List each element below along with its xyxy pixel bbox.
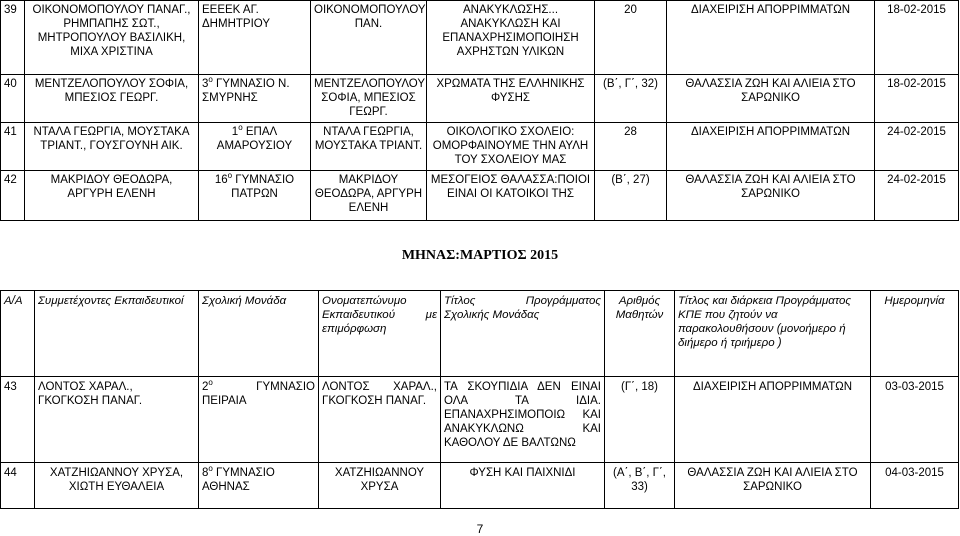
ctr-program-cell: ΘΑΛΑΣΣΙΑ ΖΩΗ ΚΑΙ ΑΛΙΕΙΑ ΣΤΟ ΣΑΡΩΝΙΚΟ [675, 463, 871, 509]
header-school: Σχολική Μονάδα [199, 291, 319, 377]
participants-cell: ΝΤΑΛΑ ΓΕΩΡΓΙΑ, ΜΟΥΣΤΑΚΑ ΤΡΙΑΝΤ., ΓΟΥΣΓΟΥΝΗ ΑΙΚ. [25, 123, 199, 171]
participants-cell: ΜΑΚΡΙΔΟΥ ΘΕΟΔΩΡΑ, ΑΡΓΥΡΗ ΕΛΕΝΗ [25, 171, 199, 221]
row-number: 40 [1, 75, 25, 123]
date-cell: 18-02-2015 [875, 75, 959, 123]
students-cell: (Β΄, 27) [595, 171, 667, 221]
school-number: 16 [214, 174, 228, 186]
program-title-cell: ΤΑ ΣΚΟΥΠΙΔΙΑ ΔΕΝ ΕΙΝΑΙ ΟΛΑ ΤΑ ΙΔΙΑ. ΕΠΑΝΑΧΡΗΣΙΜΟΠΟΙΩ ΚΑΙ ΑΝΑΚΥΚΛΩΝΩ ΚΑΙ ΚΑΘΟΛΟΥ ΔΕ ΒΑΛΤΩΝΩ [441, 377, 605, 463]
participants-cell: ΜΕΝΤΖΕΛΟΠΟΥΛΟΥ ΣΟΦΙΑ, ΜΠΕΣΙΟΣ ΓΕΩΡΓ. [25, 75, 199, 123]
table-row [1, 463, 959, 509]
table-row [1, 1, 959, 75]
school-number: 1 [231, 126, 239, 138]
ordinal-suffix: ο [208, 378, 213, 388]
school-number: 8 [202, 467, 209, 479]
header-title: Τίτλος Προγράμματος Σχολικής Μονάδας [441, 291, 605, 377]
participants-cell: ΛΟΝΤΟΣ ΧΑΡΑΛ., ΓΚΟΓΚΟΣΗ ΠΑΝΑΓ. [35, 377, 199, 463]
row-number: 44 [1, 463, 35, 509]
header-teacher: Ονοματεπώνυμο Εκπαιδευτικού με επιμόρφωση [319, 291, 441, 377]
students-cell: (Α΄, Β΄, Γ΄, 33) [605, 463, 675, 509]
ctr-program-cell: ΘΑΛΑΣΣΙΑ ΖΩΗ ΚΑΙ ΑΛΙΕΙΑ ΣΤΟ ΣΑΡΩΝΙΚΟ [667, 75, 875, 123]
table-row [1, 377, 959, 463]
participants-cell: ΧΑΤΖΗΙΩΑΝΝΟΥ ΧΡΥΣΑ, ΧΙΩΤΗ ΕΥΘΑΛΕΙΑ [35, 463, 199, 509]
school-name: ΕΠΑΛ ΑΜΑΡΟΥΣΙΟΥ [216, 126, 293, 152]
program-title-cell: ΟΙΚΟΛΟΓΙΚΟ ΣΧΟΛΕΙΟ: ΟΜΟΡΦΑΙΝΟΥΜΕ ΤΗΝ ΑΥΛΗ ΤΟΥ ΣΧΟΛΕΙΟΥ ΜΑΣ [427, 123, 595, 171]
school-number: 3 [202, 78, 209, 90]
teacher-cell: ΝΤΑΛΑ ΓΕΩΡΓΙΑ, ΜΟΥΣΤΑΚΑ ΤΡΙΑΝΤ. [311, 123, 427, 171]
header-program: Τίτλος και διάρκεια Προγράμματος ΚΠΕ που ζητούν να παρακολουθήσουν (μονοήμερο ή διήμερο ή τριήμερο ) [675, 291, 871, 377]
school-cell: ΕΕΕΕΚ ΑΓ. ΔΗΜΗΤΡΙΟΥ [199, 1, 311, 75]
school-cell [199, 123, 311, 171]
ctr-program-cell: ΔΙΑΧΕΙΡΙΣΗ ΑΠΟΡΡΙΜΜΑΤΩΝ [675, 377, 871, 463]
month-title: ΜΗΝΑΣ:ΜΑΡΤΙΟΣ 2015 [401, 248, 559, 263]
school-cell [199, 75, 311, 123]
school-number: 2 [202, 381, 209, 393]
students-cell: (Γ΄, 18) [605, 377, 675, 463]
school-name: ΓΥΜΝΑΣΙΟ ΠΕΙΡΑΙΑ [202, 381, 315, 407]
date-cell: 18-02-2015 [875, 1, 959, 75]
program-title-cell: ΧΡΩΜΑΤΑ ΤΗΣ ΕΛΛΗΝΙΚΗΣ ΦΥΣΗΣ [427, 75, 595, 123]
table-row [1, 75, 959, 123]
teacher-cell: ΜΕΝΤΖΕΛΟΠΟΥΛΟΥ ΣΟΦΙΑ, ΜΠΕΣΙΟΣ ΓΕΩΡΓ. [311, 75, 427, 123]
ctr-program-cell: ΔΙΑΧΕΙΡΙΣΗ ΑΠΟΡΡΙΜΜΑΤΩΝ [667, 1, 875, 75]
teacher-cell: ΧΑΤΖΗΙΩΑΝΝΟΥ ΧΡΥΣΑ [319, 463, 441, 509]
march-table [0, 290, 959, 509]
students-cell: (Β΄, Γ΄, 32) [595, 75, 667, 123]
ordinal-suffix: ο [238, 123, 243, 133]
program-title-cell: ΜΕΣΟΓΕΙΟΣ ΘΑΛΑΣΣΑ:ΠΟΙΟΙ ΕΙΝΑΙ ΟΙ ΚΑΤΟΙΚΟΙ ΤΗΣ [427, 171, 595, 221]
teacher-cell: ΛΟΝΤΟΣ ΧΑΡΑΛ., ΓΚΟΓΚΟΣΗ ΠΑΝΑΓ. [319, 377, 441, 463]
teacher-cell: ΟΙΚΟΝΟΜΟΠΟΥΛΟΥ ΠΑΝ. [311, 1, 427, 75]
program-title-cell: ΦΥΣΗ ΚΑΙ ΠΑΙΧΝΙΔΙ [441, 463, 605, 509]
february-table [0, 0, 959, 221]
ctr-program-cell: ΘΑΛΑΣΣΙΑ ΖΩΗ ΚΑΙ ΑΛΙΕΙΑ ΣΤΟ ΣΑΡΩΝΙΚΟ [667, 171, 875, 221]
ordinal-suffix: ο [208, 75, 213, 85]
header-no: Α/Α [1, 291, 35, 377]
ctr-program-cell: ΔΙΑΧΕΙΡΙΣΗ ΑΠΟΡΡΙΜΜΑΤΩΝ [667, 123, 875, 171]
date-cell: 24-02-2015 [875, 171, 959, 221]
school-cell [199, 171, 311, 221]
school-cell [199, 463, 319, 509]
program-title-cell: ΑΝΑΚΥΚΛΩΣΗΣ... ΑΝΑΚΥΚΛΩΣΗ ΚΑΙ ΕΠΑΝΑΧΡΗΣΙΜΟΠΟΙΗΣΗ ΑΧΡΗΣΤΩΝ ΥΛΙΚΩΝ [427, 1, 595, 75]
header-students: Αριθμός Μαθητών [605, 291, 675, 377]
page-number: 7 [476, 522, 484, 536]
ordinal-suffix: ο [227, 171, 233, 181]
students-cell: 28 [595, 123, 667, 171]
school-cell [199, 377, 319, 463]
header-row [1, 291, 959, 377]
participants-cell: ΟΙΚΟΝΟΜΟΠΟΥΛΟΥ ΠΑΝΑΓ., ΡΗΜΠΑΠΗΣ ΣΩΤ., ΜΗΤΡΟΠΟΥΛΟΥ ΒΑΣΙΛΙΚΗ, ΜΙΧΑ ΧΡΙΣΤΙΝΑ [25, 1, 199, 75]
date-cell: 24-02-2015 [875, 123, 959, 171]
header-participants: Συμμετέχοντες Εκπαιδευτικοί [35, 291, 199, 377]
students-cell: 20 [595, 1, 667, 75]
school-name: ΓΥΜΝΑΣΙΟ ΑΘΗΝΑΣ [202, 467, 275, 493]
header-date: Ημερομηνία [871, 291, 959, 377]
teacher-cell: ΜΑΚΡΙΔΟΥ ΘΕΟΔΩΡΑ, ΑΡΓΥΡΗ ΕΛΕΝΗ [311, 171, 427, 221]
table-row [1, 123, 959, 171]
row-number: 39 [1, 1, 25, 75]
row-number: 42 [1, 171, 25, 221]
table-row [1, 171, 959, 221]
date-cell: 04-03-2015 [871, 463, 959, 509]
date-cell: 03-03-2015 [871, 377, 959, 463]
ordinal-suffix: ο [208, 464, 213, 474]
row-number: 41 [1, 123, 25, 171]
school-name: ΓΥΜΝΑΣΙΟ Ν. ΣΜΥΡΝΗΣ [202, 78, 290, 104]
row-number: 43 [1, 377, 35, 463]
school-name: ΓΥΜΝΑΣΙΟ ΠΑΤΡΩΝ [231, 174, 295, 200]
